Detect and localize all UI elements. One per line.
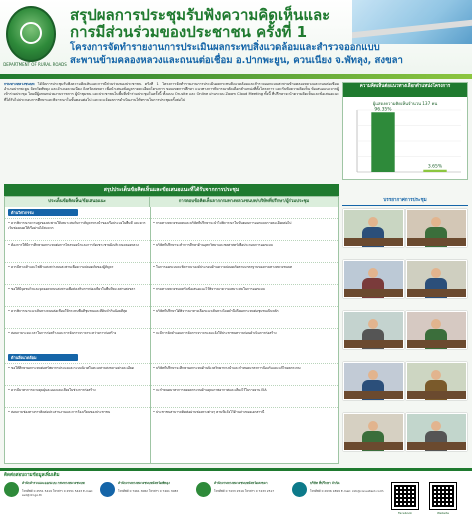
summary-section-title: สรุปประเด็นข้อคิดเห็นและข้อเสนอแนะที่ได้รับจากการประชุม — [4, 184, 339, 196]
intro-text: ได้จัดการประชุมรับฟังความคิดเห็นและการมีส่วนร่วมของประชาชน ครั้งที่ 1 โครงการจัดทำรายงานการประเมินผลกระทบสิ่งแวดล้อมและสำรวจออกแบบสะพานข้ามคลองหลวงและถนนต่อเชื่อม อำเภอปากพะยูน จังหวัดพัทลุง และอำเภอควนเนียง จังหวัดสงขลา เพื่อนำเสนอข้อมูลรายละเอียดโครงการ ขอบเขตการศึกษา แนวทางการพิจารณาคัดเลือกตำแหน่งที่ตั้งโครงการ และรับฟังความคิดเห็น ข้อเสนอแนะจากผู้เข้าร่วมประชุม โดยมีผู้แทนหน่วยงานราชการ ผู้นำชุมชน และประชาชนในพื้นที่เข้าร่วมประชุมในครั้งนี้ ทั้งแบบ On-site และ Online ผ่านระบบ Zoom Cloud Meeting ทั้งนี้ ที่ปรึกษาจะนำความคิดเห็นและข้อเสนอแนะที่ได้รับไปประกอบการศึกษาและพิจารณาในขั้นตอนต่อไป และจะแจ้งผลการดำเนินงานให้ทราบในการประชุมครั้งต่อไป — [4, 82, 339, 102]
response-cell: • บริษัทที่ปรึกษาจะศึกษาผลกระทบด้านนิเวศวิทยาทางน้ำและกำหนดมาตรการป้องกันและแก้ไขผลกระทบ — [153, 366, 301, 370]
table-row — [5, 407, 338, 429]
comment-cell: • สอบถามช่องทางการติดต่อประสานงานและการร้องเรียนของประชาชน — [8, 410, 111, 414]
contact-organization — [292, 480, 386, 516]
comment-cell: • ควรมีมาตรการควบคุมฝุ่นละอองและเสียงในช่วงการก่อสร้าง — [8, 388, 96, 392]
qr-code-icon[interactable] — [430, 483, 456, 509]
category-label: ด้านสิ่งแวดล้อม — [8, 354, 78, 361]
meeting-photo — [406, 413, 467, 451]
column-header-answer: การตอบข้อคิดเห็นจากกรมทางหลวงชนบท/บริษัทที่ปรึกษา/ผู้ร่วมประชุม — [150, 197, 338, 207]
response-cell: • ในการออกแบบจะพิจารณาองค์ประกอบด้านความปลอดภัยตามมาตรฐานของกรมทางหลวงชนบท — [153, 265, 293, 269]
chart-canvas — [343, 98, 467, 180]
meeting-photo — [343, 362, 404, 400]
category-label: ด้านวิศวกรรม — [8, 209, 78, 216]
opinion-chart — [342, 82, 468, 180]
logo-caption: DEPARTMENT OF RURAL ROADS — [3, 62, 67, 67]
qr-code-label: Website — [437, 511, 449, 515]
meeting-photo — [343, 311, 404, 349]
organization-name: สำนักงานทางหลวงชนบทจังหวัดสงขลา — [214, 481, 268, 485]
drr-logo — [6, 6, 56, 62]
response-cell: • จะมีการจัดทำแผนการจัดการจราจรและแจ้งให้ประชาชนทราบก่อนดำเนินการก่อสร้าง — [153, 331, 277, 335]
contact-organization — [196, 480, 290, 516]
response-cell: • จะกำหนดมาตรการลดผลกระทบด้านคุณภาพอากาศและเสียงไว้ในรายงาน EIA — [153, 388, 267, 392]
comment-cell: • ต้องการให้มีการศึกษาผลกระทบต่อการไหลของน้ำและการกัดเซาะชายฝั่งบริเวณคลองหลวง — [8, 243, 139, 247]
meeting-photo — [406, 311, 467, 349]
organization-contact: โทรศัพท์ 0 7461 3082 โทรสาร 0 7461 3083 — [118, 489, 179, 493]
chart-subtitle: ผู้แสดงความคิดเห็นจำนวน 137 คน — [372, 101, 438, 106]
organization-contact: โทรศัพท์ 0 2551 5419 โทรสาร 0 2551 5423 E-mail: ssd@drr.go.th — [22, 489, 94, 497]
page-title-line1: สรุปผลการประชุมรับฟังความคิดเห็นและ — [70, 6, 331, 24]
contact-organization — [100, 480, 194, 516]
organization-contact: โทรศัพท์ 0 7433 2516 โทรสาร 0 7433 2517 — [214, 489, 275, 493]
meeting-photo — [343, 209, 404, 247]
intro-lead: กรมทางหลวงชนบท — [4, 82, 35, 86]
organization-name: สำนักงานทางหลวงชนบทจังหวัดพัทลุง — [118, 481, 170, 485]
organization-logo-icon — [100, 482, 115, 497]
project-title-line1: โครงการจัดทำรายงานการประเมินผลกระทบสิ่งแวดล้อมและสำรวจออกแบบ — [70, 42, 380, 53]
comment-cell: • ขอให้ศึกษาผลกระทบต่อทรัพยากรประมงและระบบนิเวศในทะเลสาบสงขลาอย่างละเอียด — [8, 366, 135, 370]
header — [0, 0, 472, 78]
photo-section-title: บรรยากาศการประชุม — [342, 196, 468, 206]
project-title-line2: สะพานข้ามคลองหลวงและถนนต่อเชื่อม อ.ปากพะยูน, ควนเนียง จ.พัทลุง, สงขลา — [70, 55, 403, 66]
contact-organization — [4, 480, 98, 516]
meeting-photo — [343, 260, 404, 298]
table-row — [5, 284, 338, 306]
comment-cell: • ควรพิจารณาแนวเส้นทางถนนต่อเชื่อมให้กระทบพื้นที่ชุมชนและที่ดินทำกินน้อยที่สุด — [8, 309, 128, 313]
response-cell: • กรมทางหลวงชนบทรับข้อเสนอแนะไว้พิจารณาความเหมาะสมในการออกแบบ — [153, 287, 265, 291]
table-row — [5, 218, 338, 240]
bridge-hero-image — [352, 0, 472, 44]
comment-cell: • ขอให้มีจุดชมวิวและจุดจอดรถบนสะพานเพื่อส่งเสริมการท่องเที่ยวในพื้นที่ทะเลสาบสงขลา — [8, 287, 136, 291]
organization-logo-icon — [4, 482, 19, 497]
response-cell: • บริษัทที่ปรึกษาได้พิจารณาทางเลือกแนวเส้นทางโดยคำนึงถึงผลกระทบต่อชุมชนเป็นหลัก — [153, 309, 279, 313]
summary-table — [4, 196, 339, 464]
table-row — [5, 262, 338, 284]
organization-logo-icon — [196, 482, 211, 497]
intro-paragraph — [4, 82, 339, 178]
response-cell: • ประชาชนสามารถติดต่อผ่านช่องทางต่างๆ ตามที่แจ้งไว้ด้านล่างของเอกสารนี้ — [153, 410, 265, 414]
meeting-photo — [406, 260, 467, 298]
table-row — [5, 240, 338, 262]
comment-cell: • ควรพิจารณาความสูงของสะพานให้เหมาะสมกับการสัญจรทางน้ำของเรือประมงในพื้นที่ และควรเว้นช่องลอดให้เรือผ่านได้สะดวก — [8, 221, 146, 230]
table-row — [5, 328, 338, 350]
meeting-photo — [406, 209, 467, 247]
response-cell: • กรมทางหลวงชนบทและบริษัทที่ปรึกษาจะนำไปพิจารณาในขั้นตอนการออกแบบรายละเอียดต่อไป — [153, 221, 292, 225]
qr-code-label: Facebook — [397, 511, 413, 515]
comment-cell: • ควรมีทางเท้าและไฟฟ้าแสงสว่างบนสะพานเพื่อความปลอดภัยของผู้สัญจร — [8, 265, 114, 269]
organization-contact: โทรศัพท์ 0 2936 1899 E-mail: info@consultant.co.th — [310, 489, 384, 493]
column-header-question: ประเด็นข้อคิดเห็น/ข้อเสนอแนะ — [5, 197, 150, 207]
response-cell: • บริษัทที่ปรึกษาจะทำการศึกษาด้านอุทกวิทยาและชลศาสตร์เพื่อประกอบการออกแบบ — [153, 243, 273, 247]
meeting-photo — [406, 362, 467, 400]
organization-name: สำนักสำรวจและออกแบบ กรมทางหลวงชนบท — [22, 481, 85, 485]
organization-logo-icon — [292, 482, 307, 497]
page-title-line2: การมีส่วนร่วมของประชาชน ครั้งที่ 1 — [70, 23, 308, 41]
table-row — [5, 363, 338, 385]
chart-title: ความคิดเห็นต่อแนวทางเลือกตำแหน่งโครงการ — [343, 83, 467, 97]
table-row — [5, 306, 338, 328]
chart-data-label: 96.35% — [374, 107, 392, 113]
footer-title: ติดต่อสอบถามข้อมูลเพิ่มเติม — [4, 473, 60, 478]
organization-name: บริษัท ที่ปรึกษา จำกัด — [310, 481, 340, 485]
header-divider — [0, 74, 472, 79]
contact-footer — [0, 468, 472, 517]
chart-bar — [371, 112, 394, 172]
chart-bar — [423, 170, 446, 172]
chart-data-label: 3.65% — [427, 164, 443, 170]
comment-cell: • สอบถามระยะเวลาในการก่อสร้างและการจัดการจราจรระหว่างการก่อสร้าง — [8, 331, 117, 335]
table-row — [5, 385, 338, 407]
qr-code-icon[interactable] — [392, 483, 418, 509]
meeting-photo — [343, 413, 404, 451]
